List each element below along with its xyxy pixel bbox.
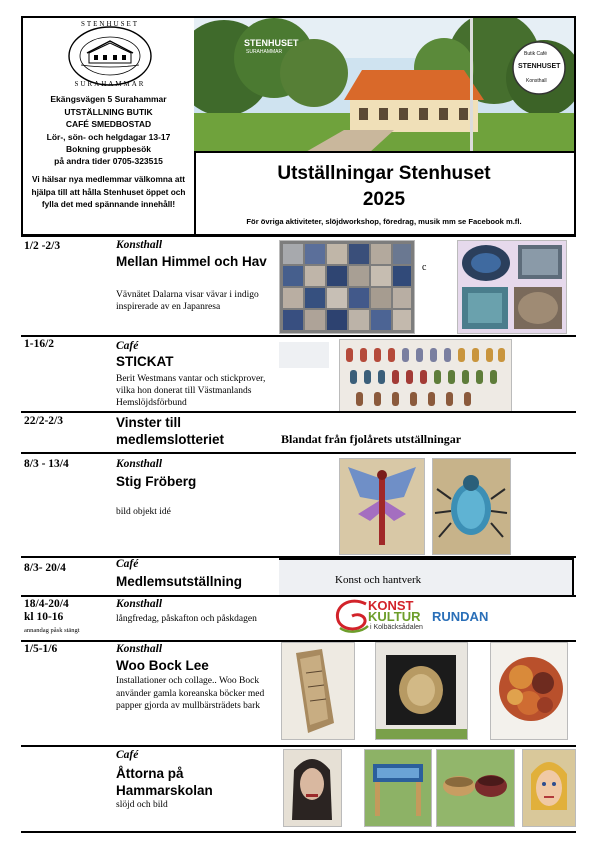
welcome-text: Vi hälsar nya medlemmar välkomna att hjälpa till att hålla Stenhuset öppet och fylla det med spännande innehåll!: [31, 174, 186, 209]
row-rule: [21, 411, 576, 413]
framed-collage-photo: [375, 642, 468, 740]
face-painting-photo: [522, 749, 576, 827]
insect-painting-photo: [339, 458, 425, 555]
row-rule: [21, 745, 576, 747]
event-venue: Konsthall: [116, 458, 163, 470]
painted-stool-photo: [364, 749, 432, 827]
highlight-box: [279, 558, 574, 597]
event-description: Vävnätet Dalarna visar vävar i indigo inspirerade av en Japanresa: [116, 290, 259, 312]
event-title: STICKAT: [116, 354, 174, 369]
event-closed-note: annandag påsk stängt: [24, 627, 80, 634]
event-date: 8/3- 20/4: [24, 562, 66, 574]
info-box: [21, 16, 196, 237]
opening-hours: Lör-, sön- och helgdagar 13-17: [46, 132, 171, 142]
event-description: Berit Westmans vantar och stickprover, vilka hon donerat till Västmanlands Hemslöjdsförbund: [116, 374, 266, 408]
portrait-painting-photo: [283, 749, 342, 827]
page-title: Utställningar Stenhuset: [277, 163, 491, 184]
header-bottom-rule: [21, 234, 576, 237]
konstkulturrundan-logo: [332, 598, 522, 636]
logo-word-rundan: RUNDAN: [432, 609, 489, 624]
hero-sign-right-3: Konsthall: [526, 78, 547, 84]
event-date: 1-16/2: [24, 338, 55, 350]
bowls-photo: [436, 749, 515, 827]
address: Ekängsvägen 5 Surahammar: [50, 94, 167, 104]
hero-photo: [194, 16, 576, 153]
event-date: 22/2-2/3: [24, 415, 63, 427]
booking-phone: på andra tider 0705-323515: [54, 156, 163, 166]
event-description: slöjd och bild: [116, 800, 168, 810]
event-venue: Café: [116, 558, 139, 570]
event-date: 1/5-1/6: [24, 643, 58, 655]
event-venue: Café: [116, 749, 139, 761]
page-subtitle: För övriga aktiviteter, slöjdworkshop, föredrag, musik mm se Facebook m.fl.: [246, 217, 522, 226]
event-description: långfredag, påskafton och påskdagen: [116, 614, 257, 624]
knitted-mittens-photo: [339, 339, 512, 412]
paper-leaves-photo: [490, 642, 568, 740]
row-rule: [21, 335, 576, 337]
logo-word-konst: KONST: [368, 598, 414, 613]
beetle-painting-photo: [432, 458, 511, 555]
event-description: bild objekt idé: [116, 507, 171, 517]
cafe-line: CAFÉ SMEDBOSTAD: [65, 119, 152, 129]
hero-sign-right-2: STENHUSET: [518, 63, 561, 70]
event-venue: Konsthall: [116, 643, 163, 655]
event-title: Stig Fröberg: [116, 474, 197, 489]
row-rule: [21, 595, 576, 597]
hero-sign-left-1: STENHUSET: [244, 38, 299, 48]
event-description: Konst och hantverk: [335, 574, 422, 586]
book-installation-photo: [281, 642, 355, 740]
event-date: 18/4-20/4: [24, 598, 69, 610]
logo-word-kultur: KULTUR: [368, 609, 421, 624]
page-bottom-rule: [21, 831, 576, 833]
logo-subline: i Kolbäcksådalen: [370, 624, 423, 631]
indigo-textiles-photo: [457, 240, 567, 334]
event-venue: Konsthall: [116, 239, 163, 251]
event-venue: Konsthall: [116, 598, 163, 610]
logo-bottom-text: SURAHAMMAR: [74, 80, 146, 88]
event-date: 1/2 -2/3: [24, 240, 61, 252]
event-description: Installationer och collage.. Woo Bock använder gamla koreanska böcker med papper gjorda av mullbärsträdets bark: [116, 676, 265, 711]
event-title: Vinster till medlemslotteriet: [116, 415, 225, 447]
row-rule: [21, 452, 576, 454]
booking: Bokning gruppbesök: [66, 144, 151, 154]
event-time: kl 10-16: [24, 611, 64, 623]
swirl-icon: [332, 598, 372, 636]
event-description: Blandat från fjolårets utställningar: [281, 432, 462, 446]
event-extra-mark: c: [422, 262, 427, 273]
stenhuset-logo-icon: [67, 25, 153, 87]
event-date: 8/3 - 13/4: [24, 458, 69, 470]
title-box: [194, 151, 576, 235]
event-title: Mellan Himmel och Hav: [116, 254, 267, 269]
hero-sign-right-1: Butik Café: [524, 51, 548, 57]
event-venue: Café: [116, 340, 139, 352]
row-band: [279, 342, 329, 368]
exhibition-line: UTSTÄLLNING BUTIK: [64, 107, 153, 117]
weaver-portraits-photo: [279, 240, 415, 334]
page-title-year: 2025: [362, 189, 406, 210]
hero-sign-left-2: SURAHAMMAR: [246, 49, 283, 55]
event-title: Woo Bock Lee: [116, 658, 209, 673]
event-title: Medlemsutställning: [116, 574, 243, 589]
event-title: Åttorna på Hammarskolan: [116, 766, 213, 798]
logo-top-text: STENHUSET: [80, 20, 140, 28]
